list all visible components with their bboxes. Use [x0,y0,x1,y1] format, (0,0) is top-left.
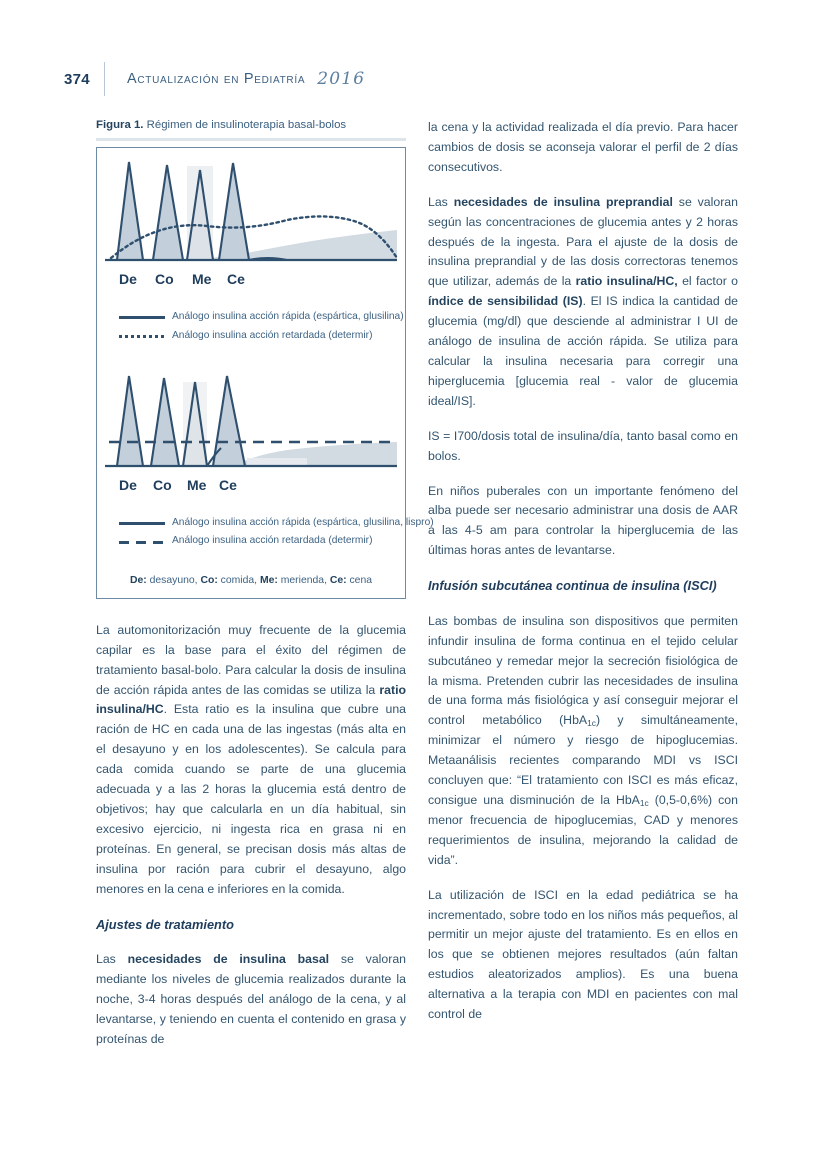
peak-fill-de-2 [117,376,143,466]
abbr-de-meaning: desayuno, [146,575,198,587]
right-paragraph-5 [428,612,738,871]
meal-label-ce-2: Ce [219,476,237,493]
basal-gap-band [247,458,307,466]
legend-chart-1 [119,308,405,346]
right-p2-part2: se valoran según las concentraciones de glucemia antes y 2 horas después de la ingesta. Para el ajuste de la dosis de insulina preprandial y de las dosis correctoras tenemos que utilizar, además de la [428,194,738,289]
legend-label-rapid-2: Análogo insulina acción rápida (espártica, glusilina, lispro) [172,516,434,528]
legend-chart-2 [119,514,434,552]
meal-label-co-2: Co [153,476,172,493]
solid-line-icon-2 [119,518,165,528]
figure-box [96,147,434,599]
left-paragraph-1 [96,621,406,900]
peak-fill-co-2 [151,378,179,466]
figure-abbreviations [97,573,405,590]
chart-2-svg [97,370,403,482]
peak-fill-de [117,162,143,260]
right-p2-bold1: necesidades de insulina preprandial [453,194,673,209]
right-p2-bold3: índice de sensibilidad (IS) [428,294,583,309]
chart-1-meal-labels [97,268,403,288]
chart-2-meal-labels [97,474,403,494]
abbr-ce: Ce: [329,575,347,587]
heading-isci: Infusión subcutánea continua de insulina (ISCI) [428,578,717,594]
right-p5-part2: ) y simultáneamente, minimizar el número y riesgo de hipoglucemias. Metaanálisis recientes comparando MDI vs ISCI concluyen que: “El tratamiento con ISCI es más eficaz, consigue una disminución de la HbA [428,713,738,807]
meal-band-me [187,166,213,260]
left-paragraph-2 [96,950,406,1050]
left-p2-bold: necesidades de insulina basal [127,952,330,967]
dashed-line-icon [119,537,165,547]
legend-item-delayed-1 [119,327,405,346]
abbr-co-meaning: comida, [217,575,258,587]
legend-label-delayed-2: Análogo insulina acción retardada (determir) [172,535,373,547]
page-number: 374 [64,70,90,88]
right-paragraph-1: la cena y la actividad realizada el día previo. Para hacer cambios de dosis se aconseja valorar el perfil de 2 días consecutivos. [428,120,738,174]
chart-1-svg [97,148,403,276]
dotted-line-icon [119,331,165,341]
left-p1-bold: ratio insulina/HC [96,682,406,717]
hba1c-subscript-1: 1c [587,718,596,729]
left-p1-part2: . Esta ratio es la insulina que cubre una ración de HC en cada una de las ingestas (más alta en el desayuno y en los adolescentes). Se calcula para cada comida cuando se parte de una glucemia adecuada y a las 2 horas la glucemia está dentro de objetivos; hay que calcularla en un día habitual, sin excesivo ejercicio, ni ingesta rica en grasa ni en proteínas. En general, se precisan dosis más altas de insulina por ración para cubrir el desayuno, algo menores en la cena e inferiores en la comida. [96,702,406,896]
right-paragraph-3: IS = I700/dosis total de insulina/día, tanto basal como en bolos. [428,428,738,463]
heading-ajustes-de-tratamiento: Ajustes de tratamiento [96,916,234,932]
legend-item-delayed-2 [119,532,405,551]
abbr-ce-meaning: cena [346,575,373,587]
meal-label-de-2: De [119,476,137,493]
right-p2-part1: Las [428,194,454,209]
figure-caption-label: Figura 1. [96,119,144,131]
legend-item-rapid-2 [119,514,434,533]
left-p1-part1: La automonitorización muy frecuente de la glucemia capilar es la base para el éxito del régimen de tratamiento basal-bolo. Para calcular la dosis de insulina de acción rápida antes de las comidas se utiliza la [96,622,406,697]
right-paragraph-6: La utilización de ISCI en la edad pediátrica se ha incrementado, sobre todo en los niños más pequeños, al permitir un mejor ajuste del tratamiento. Es en ellos en los que se obtienen mejores resultados (aún faltan estudios aleatorizados amplios). Es una buena alternativa a la terapia con MDI en pacientes con mal control de [428,887,738,1022]
legend-label-rapid-1: Análogo insulina acción rápida (espártica, glusilina) [172,310,404,322]
chart-basal-bolus-curved [97,148,405,287]
meal-label-me: Me [192,270,212,287]
page-header [64,62,764,96]
meal-label-de: De [119,270,137,287]
right-p2-part4: . El IS indica la cantidad de glucemia (mg/dl) que desciende al administrar I UI de análogo de insulina de acción rápida. Se utiliza para calcular la insulina necesaria para corregir una hiperglucemia [glucemia real - valor de glucemia ideal/IS]. [428,294,738,408]
right-p5-part3: (0,5-0,6%) con menor frecuencia de hipoglucemias, CAD y menores requerimientos de insulina, mejorando la calidad de vida”. [428,793,738,867]
abbr-de: De: [129,575,147,587]
legend-item-rapid-1 [119,308,405,327]
abbr-me-meaning: merienda, [277,575,327,587]
solid-line-icon [119,312,165,322]
legend-label-delayed-1: Análogo insulina acción retardada (determir) [172,329,373,341]
meal-label-co: Co [155,270,174,287]
left-column [96,118,434,1065]
figure-caption-text: Régimen de insulinoterapia basal-bolos [143,119,347,131]
meal-band-me-2 [183,382,207,466]
publication-year: 2016 [317,69,366,89]
right-p2-bold2: ratio insulina/HC, [575,274,678,289]
right-p5-part1: Las bombas de insulina son dispositivos que permiten infundir insulina de forma continua en el tejido celular subcutáneo y remedar mejor la secreción fisiológica de la misma. Pretenden cubrir las necesidades de insulina de una forma más fisiológica y así conseguir mejorar el control metabólico (HbA [428,613,738,728]
left-p2-part1: Las [96,952,128,967]
meal-label-ce: Ce [227,270,245,287]
abbr-me: Me: [259,575,278,587]
hba1c-subscript-2: 1c [639,798,649,808]
figure-1 [96,118,434,599]
right-column [428,118,738,1025]
publication-title: Actualización en Pediatría [127,71,306,87]
peak-fill-co [153,165,183,260]
left-p2-part2: se valoran mediante los niveles de glucemia realizados durante la noche, 3-4 horas después del análogo de la cena, y al levantarse, y teniendo en cuenta el contenido en grasa y proteínas de [96,952,406,1046]
caption-rule [96,138,406,141]
right-paragraph-2 [428,193,738,412]
chart-basal-bolus-flat [97,370,405,493]
meal-label-me-2: Me [187,476,207,493]
abbr-co: Co: [200,575,218,587]
figure-caption [96,118,406,133]
right-paragraph-4: En niños puberales con un importante fenómeno del alba puede ser necesario administrar una dosis de AAR a las 4-5 am para controlar la hiperglucemia de las últimas horas antes de levantarse. [428,483,738,558]
right-p2-part3: el factor o [677,274,738,289]
peak-fill-ce [219,163,249,260]
header-divider [104,62,105,96]
